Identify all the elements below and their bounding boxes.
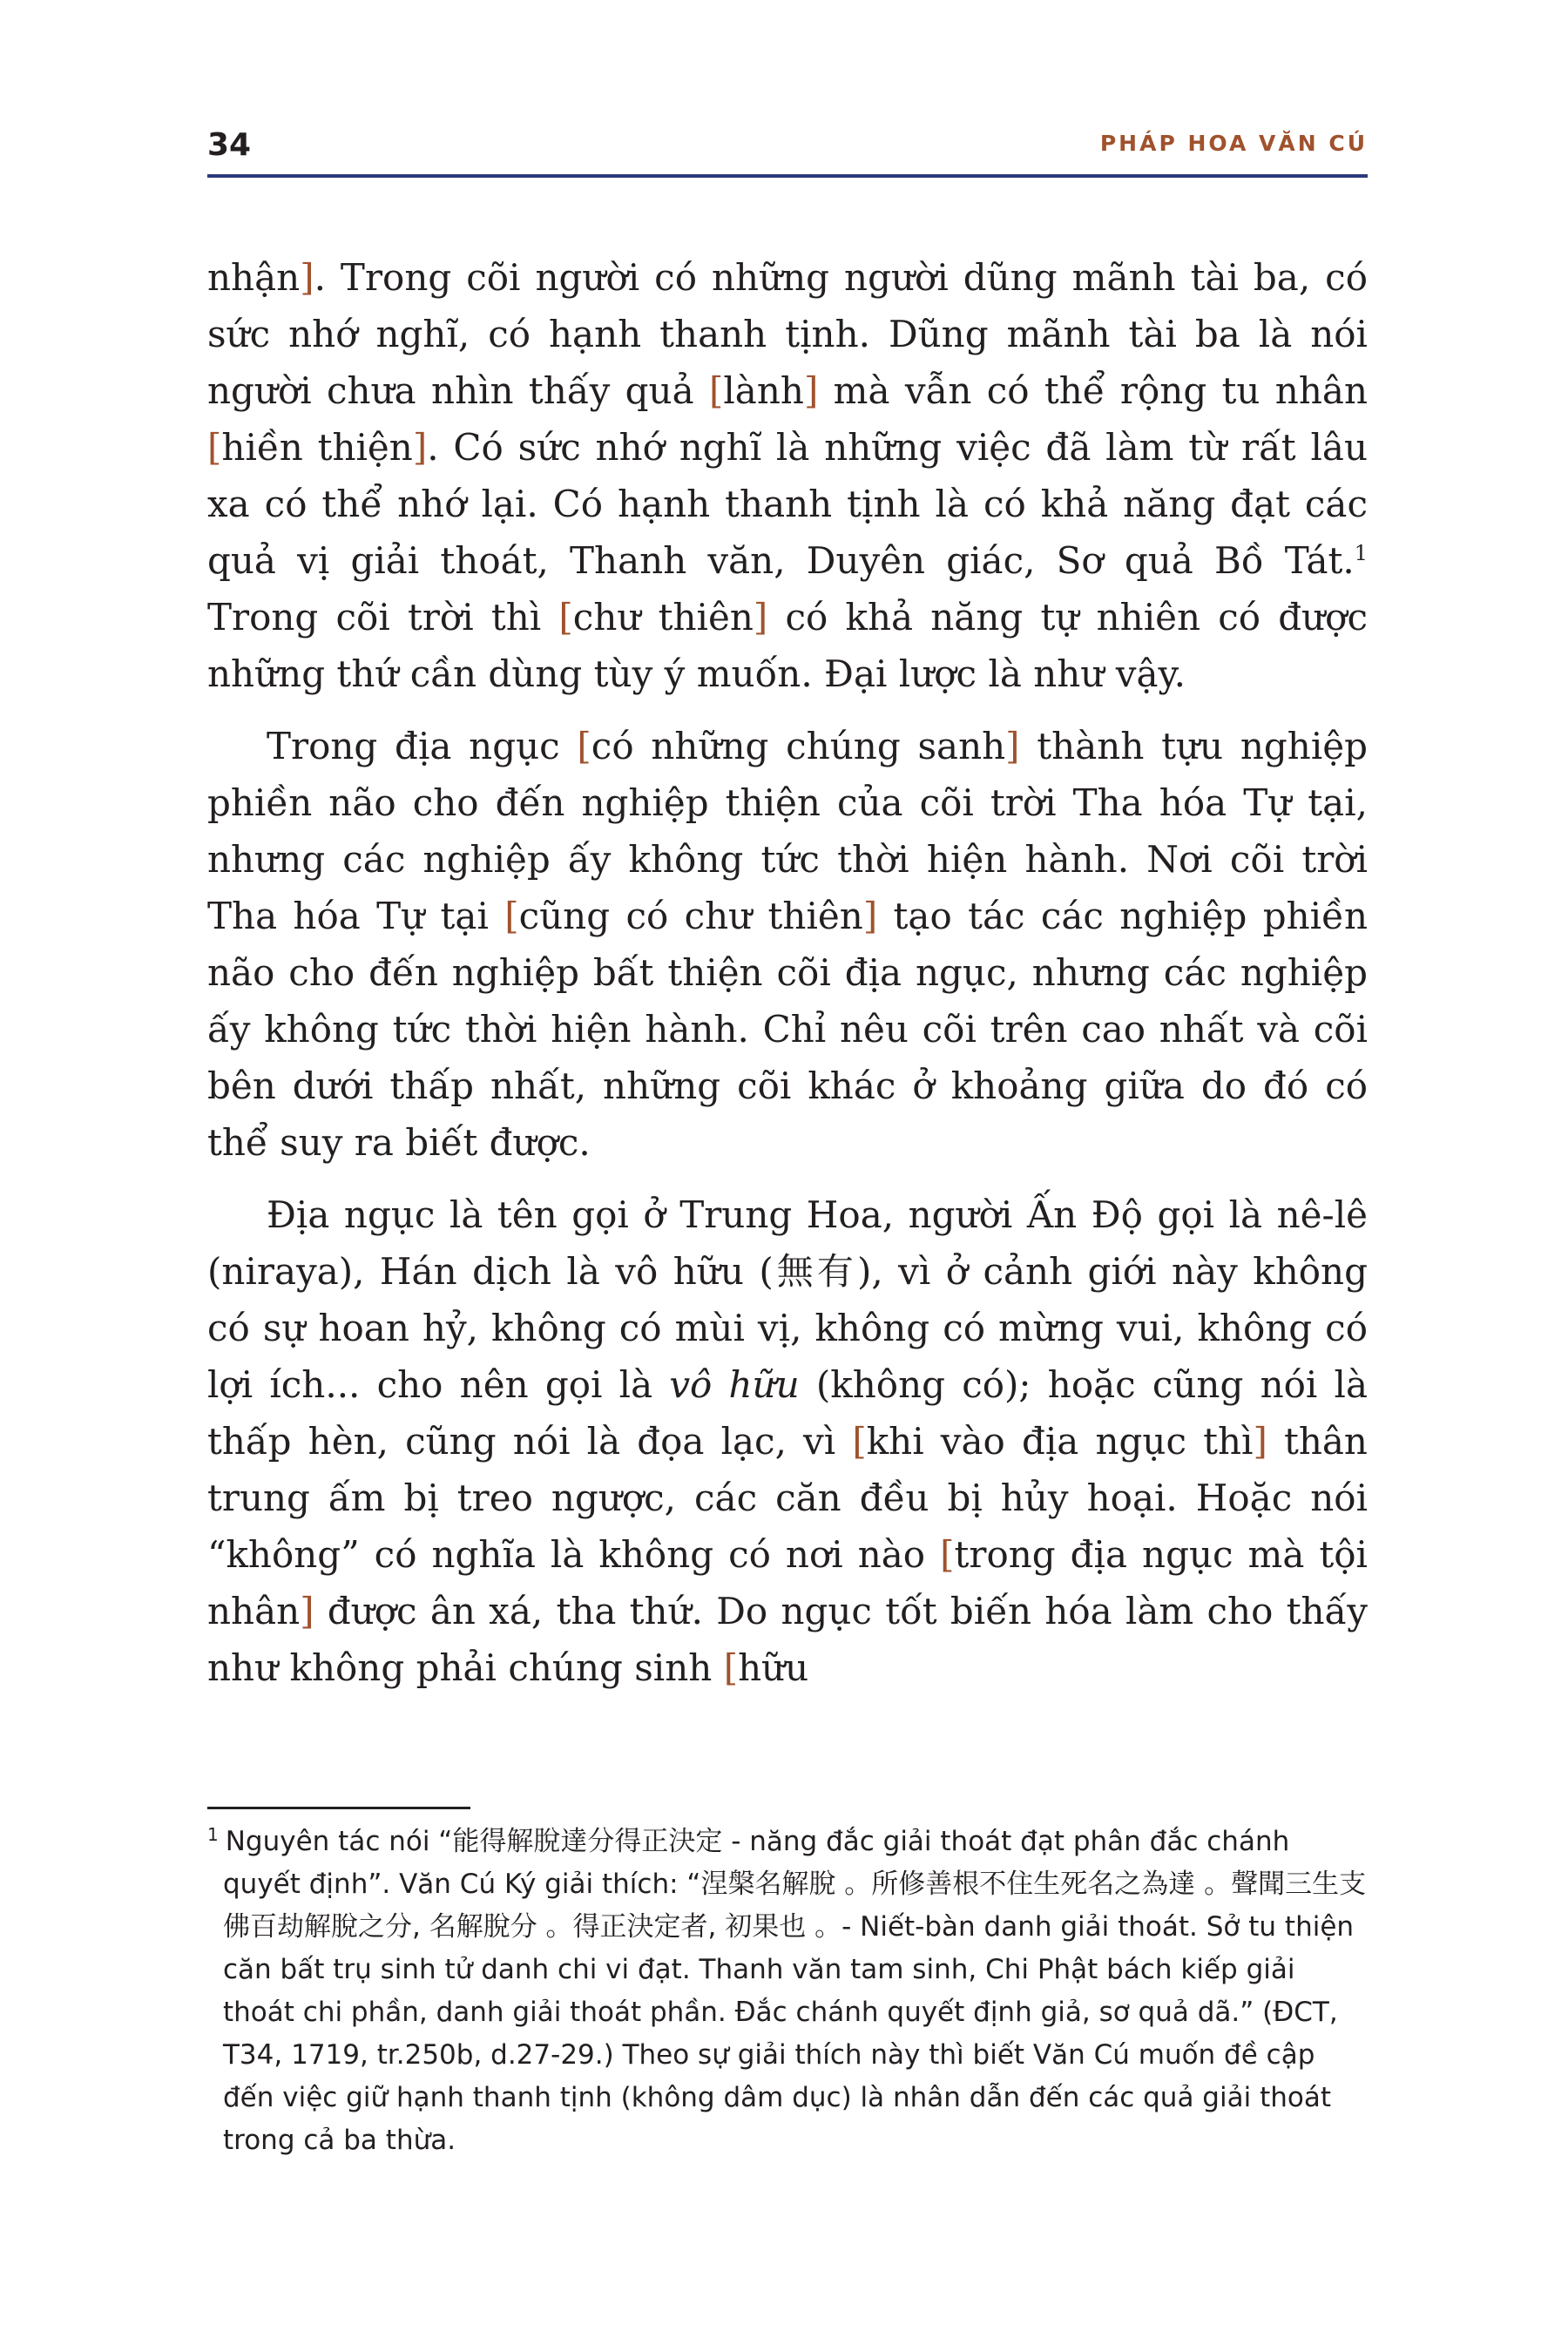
text-run: thành tựu nghiệp phiền não cho đến nghiệp thiện của cõi trời Tha hóa Tự tại, nhưng các nghiệp ấy không tức thời hiện hành. Nơi cõi trời Tha hóa Tự tại [207, 725, 1368, 937]
editorial-bracket: ] [753, 596, 768, 639]
text-run: hiền thiện [221, 426, 413, 469]
editorial-bracket: ] [1005, 725, 1020, 767]
text-run: thân trung ấm bị treo ngược, các căn đều bị hủy hoại. Hoặc nói “không” có nghĩa là không có nơi nào [207, 1420, 1368, 1576]
editorial-bracket: ] [300, 1590, 314, 1632]
editorial-bracket: [ [940, 1533, 955, 1576]
text-run: có khả năng tự nhiên có được những thứ cần dùng tùy ý muốn. Đại lược là như vậy. [207, 596, 1368, 695]
text-run: . Có sức nhớ nghĩ là những việc đã làm từ rất lâu xa có thể nhớ lại. Có hạnh thanh tịnh là có khả năng đạt các quả vị giải thoát, Thanh văn, Duyên giác, Sơ quả Bồ Tát. [207, 426, 1369, 582]
paragraph [207, 718, 1368, 1171]
footnote [207, 1821, 1368, 2162]
text-run: trong địa ngục mà tội nhân [207, 1533, 1368, 1632]
footnote-reference: 1 [1354, 541, 1368, 565]
text-run: chư thiên [572, 596, 754, 639]
text-run: mà vẫn có thể rộng tu nhân [818, 369, 1369, 412]
text-run: Trong địa ngục [267, 725, 578, 767]
italic-term: vô hữu [669, 1363, 800, 1406]
paragraph [207, 249, 1368, 702]
editorial-bracket: [ [852, 1420, 867, 1463]
text-run: . Trong cõi người có những người dũng mãnh tài ba, có sức nhớ nghĩ, có hạnh thanh tịnh. Dũng mãnh tài ba là nói người chưa nhìn thấy quả [207, 256, 1368, 412]
editorial-bracket: [ [504, 895, 519, 937]
text-run: (không có); hoặc cũng nói là thấp hèn, cũng nói là đọa lạc, vì [207, 1363, 1369, 1463]
text-run: nhận [207, 256, 301, 299]
footnote-text: Nguyên tác nói “能得解脫達分得正決定 - năng đắc giải thoát đạt phân đắc chánh quyết định”. Văn Cú Ký giải thích: “涅槃名解脫 。所修善根不住生死名之為達 。聲聞三生支佛百劫解脫之分, 名解脫分 。得正決定者, 初果也 。- Niết-bàn danh giải thoát. Sở tu thiện căn bất trụ sinh tử danh chi vi đạt. Thanh văn tam sinh, Chi Phật bách kiếp giải thoát chi phần, danh giải thoát phần. Đắc chánh quyết định giả, sơ quả dã.” (ĐCT, T34, 1719, tr.250b, d.27-29.) Theo sự giải thích này thì biết Văn Cú muốn đề cập đến việc giữ hạnh thanh tịnh (không dâm dục) là nhân dẫn đến các quả giải thoát trong cả ba thừa. [223, 1826, 1367, 2156]
editorial-bracket: [ [577, 725, 591, 767]
editorial-bracket: [ [723, 1646, 739, 1689]
page-number: 34 [207, 127, 252, 163]
header-rule [207, 174, 1368, 178]
footnote-marker: 1 [207, 1823, 219, 1845]
editorial-bracket: ] [862, 895, 878, 937]
text-run: được ân xá, tha thứ. Do ngục tốt biến hóa làm cho thấy như không phải chúng sinh [207, 1590, 1368, 1689]
page-header [207, 120, 1368, 172]
running-title: PHÁP HOA VĂN CÚ [1099, 131, 1368, 156]
editorial-bracket: [ [708, 369, 724, 412]
text-run: lành [723, 369, 804, 412]
editorial-bracket: ] [1253, 1420, 1267, 1463]
editorial-bracket: [ [207, 426, 222, 469]
editorial-bracket: [ [558, 596, 573, 639]
text-run: hữu [738, 1646, 809, 1689]
body-text [207, 249, 1368, 1712]
editorial-bracket: ] [300, 256, 314, 299]
text-run: có những chúng sanh [591, 725, 1006, 767]
text-run: Địa ngục là tên gọi ở Trung Hoa, người Ấn Độ gọi là nê-lê (niraya), Hán dịch là vô hữu (無有), vì ở cảnh giới này không có sự hoan hỷ, không có mùi vị, không có mừng vui, không có lợi ích... cho nên gọi là [207, 1193, 1368, 1406]
editorial-bracket: ] [412, 426, 428, 469]
text-run: Trong cõi trời thì [207, 596, 559, 639]
footnote-rule [207, 1807, 470, 1809]
text-run: tạo tác các nghiệp phiền não cho đến nghiệp bất thiện cõi địa ngục, nhưng các nghiệp ấy không tức thời hiện hành. Chỉ nêu cõi trên cao nhất và cõi bên dưới thấp nhất, những cõi khác ở khoảng giữa do đó có thể suy ra biết được. [207, 895, 1368, 1164]
editorial-bracket: ] [803, 369, 819, 412]
text-run: cũng có chư thiên [518, 895, 863, 937]
text-run: khi vào địa ngục thì [866, 1420, 1254, 1463]
paragraph [207, 1186, 1368, 1696]
